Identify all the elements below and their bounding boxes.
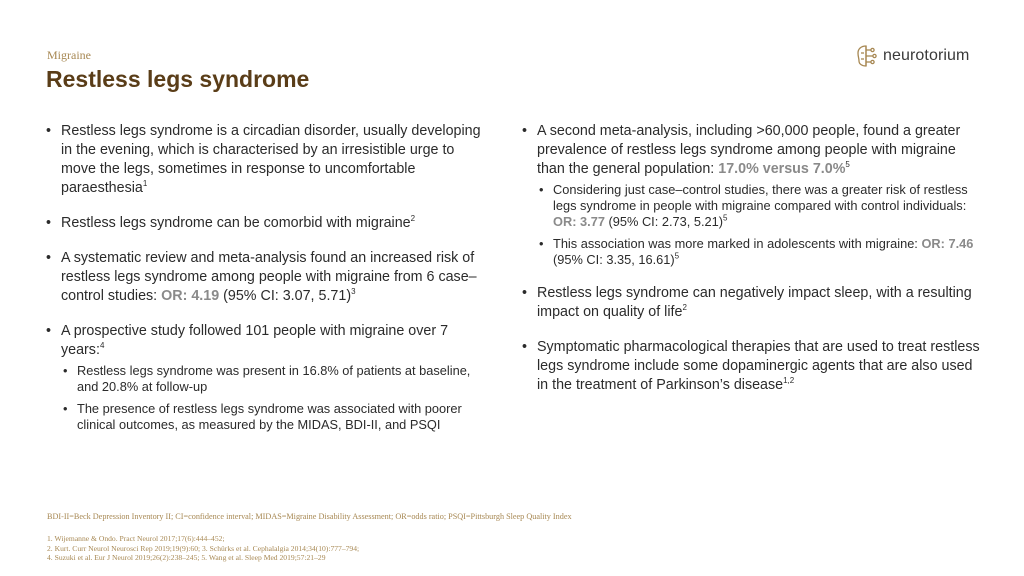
sub-bullet: • Restless legs syndrome was present in 16.8% of patients at baseline, and 20.8% at follow-up	[61, 363, 486, 395]
page-title: Restless legs syndrome	[46, 66, 310, 92]
bullet-text: A second meta-analysis, including >60,000 people, found a greater prevalence of restless legs syndrome among people with migraine than the general population:	[537, 123, 961, 177]
confidence-interval: (95% CI: 3.07, 5.71)	[219, 288, 352, 304]
sub-bullet-text: This association was more marked in adolescents with migraine:	[553, 236, 922, 251]
reference-superscript: 4	[99, 341, 105, 351]
neurotorium-logo-icon	[856, 44, 878, 68]
bullet-sleep-impact	[522, 284, 982, 322]
brand-logo	[856, 44, 969, 68]
reference-superscript: 2	[682, 303, 687, 313]
references-list	[47, 534, 359, 563]
bullet-prospective-study	[46, 322, 486, 433]
sub-bullet: • The presence of restless legs syndrome was associated with poorer clinical outcomes, as measured by the MIDAS, BDI-II, and PSQI	[61, 401, 486, 433]
sub-bullet-text: Considering just case–control studies, there was a greater risk of restless legs syndrome in people with migraine compared with control individuals:	[553, 182, 968, 213]
bullet-text: Restless legs syndrome can be comorbid with migraine	[61, 215, 411, 231]
bullet-meta-analysis	[46, 249, 486, 306]
reference-superscript: 3	[351, 287, 356, 297]
bullet-comorbid	[46, 214, 486, 233]
right-column	[522, 122, 982, 395]
odds-ratio-value: 3.77	[580, 214, 605, 229]
odds-ratio-label: OR:	[161, 288, 188, 304]
sub-bullet-list	[537, 182, 982, 268]
bullet-pharmacological-therapies	[522, 338, 982, 395]
odds-ratio-label: OR:	[921, 236, 945, 251]
confidence-interval: (95% CI: 2.73, 5.21)	[604, 214, 724, 229]
odds-ratio-label: OR:	[553, 214, 577, 229]
reference-superscript: 1	[142, 179, 148, 189]
bullet-second-meta-analysis	[522, 122, 982, 268]
bullet-text: A systematic review and meta-analysis found an increased risk of restless legs syndrome among people with migraine from 6 case–control studies:	[61, 250, 477, 304]
prevalence-stat: 17.0% versus 7.0%	[718, 161, 846, 177]
reference-line: 1. Wijemanne & Ondo. Pract Neurol 2017;17(6):444–452;	[47, 534, 225, 543]
odds-ratio-value: 4.19	[191, 288, 220, 304]
reference-superscript: 5	[674, 251, 680, 261]
left-column	[46, 122, 486, 433]
sub-bullet-case-control	[537, 182, 982, 230]
bullet-text: Restless legs syndrome can negatively impact sleep, with a resulting impact on quality of life	[537, 285, 972, 320]
bullet-text: Symptomatic pharmacological therapies that are used to treat restless legs syndrome include some dopaminergic agents that are also used in the treatment of Parkinson’s disease	[537, 339, 980, 393]
abbreviations-footnote: BDI-II=Beck Depression Inventory II; CI=confidence interval; MIDAS=Migraine Disability Assessment; OR=odds ratio; PSQI=Pittsburgh Sleep Quality Index	[47, 512, 572, 521]
confidence-interval: (95% CI: 3.35, 16.61)	[553, 252, 675, 267]
reference-line: 2. Kurt. Curr Neurol Neurosci Rep 2019;19(9):60; 3. Schürks et al. Cephalalgia 2014;34(10):777–794;	[47, 543, 360, 553]
reference-superscript: 2	[410, 214, 416, 224]
reference-line: 4. Suzuki et al. Eur J Neurol 2019;26(2):238–245; 5. Wang et al. Sleep Med 2019;57:21–29	[47, 553, 326, 563]
sub-bullet-adolescents	[537, 236, 982, 268]
odds-ratio-value: 7.46	[948, 236, 974, 251]
reference-superscript: 5	[845, 160, 850, 170]
bullet-text: A prospective study followed 101 people with migraine over 7 years:	[61, 323, 449, 358]
bullet-text: Restless legs syndrome is a circadian disorder, usually developing in the evening, which is characterised by an irresistible urge to move the legs, sometimes in response to uncomfortable paraesthesia	[61, 123, 481, 196]
reference-superscript: 1,2	[783, 376, 795, 386]
bullet-circadian-disorder	[46, 122, 486, 198]
reference-superscript: 5	[723, 213, 728, 223]
brand-name: neurotorium	[883, 47, 970, 64]
sub-bullet-list	[61, 363, 486, 433]
section-label: Migraine	[47, 48, 91, 62]
